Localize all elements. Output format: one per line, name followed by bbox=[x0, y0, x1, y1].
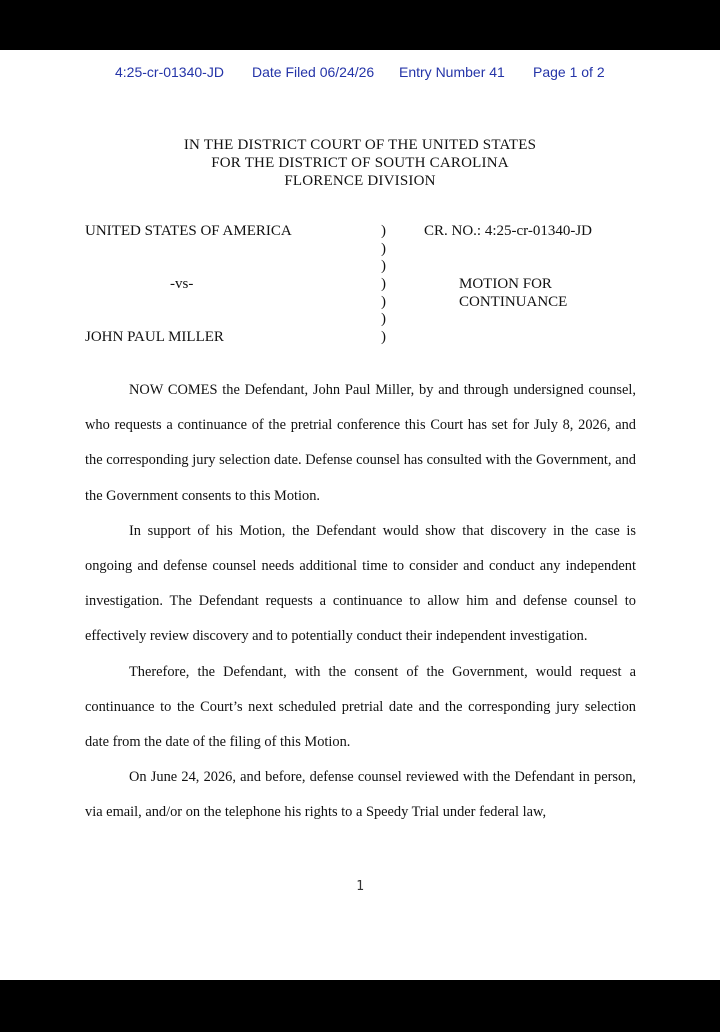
defendant-name: JOHN PAUL MILLER bbox=[85, 329, 224, 345]
date-filed: Date Filed 06/24/26 bbox=[252, 64, 375, 80]
court-title-line: FOR THE DISTRICT OF SOUTH CAROLINA bbox=[211, 155, 509, 171]
court-title-line: IN THE DISTRICT COURT OF THE UNITED STATES bbox=[183, 137, 537, 153]
court-title-line: FLORENCE DIVISION bbox=[284, 173, 436, 189]
motion-body bbox=[85, 373, 636, 831]
motion-title-line2: CONTINUANCE bbox=[459, 294, 568, 310]
paren: ) bbox=[381, 240, 386, 257]
paragraph: In support of his Motion, the Defendant would show that discovery in the case is ongoing and defense counsel needs additional time to consider and conduct any independent investigation. The Defendant requests a continuance to allow him and defense counsel to effectively review discovery and to potentially conduct their independent investigation. bbox=[85, 522, 636, 645]
paren: ) bbox=[381, 258, 386, 275]
plaintiff-name: UNITED STATES OF AMERICA bbox=[85, 223, 292, 239]
paren: ) bbox=[381, 329, 386, 346]
paren: ) bbox=[381, 311, 386, 328]
versus-label: -vs- bbox=[170, 276, 194, 292]
paragraph: Therefore, the Defendant, with the consent of the Government, would request a continuance to the Court’s next scheduled pretrial date and the corresponding jury selection date from the date of the filing of this Motion. bbox=[85, 663, 636, 751]
paragraph: NOW COMES the Defendant, John Paul Miller, by and through undersigned counsel, who requests a continuance of the pretrial conference this Court has set for July 8, 2026, and the corresponding jury selection date. Defense counsel has consulted with the Government, and the Government consents to this Motion. bbox=[85, 382, 636, 504]
criminal-case-number: CR. NO.: 4:25-cr-01340-JD bbox=[424, 223, 593, 239]
court-title bbox=[0, 136, 720, 190]
page-number: 1 bbox=[356, 879, 364, 894]
paren: ) bbox=[381, 223, 386, 239]
paren: ) bbox=[381, 293, 386, 310]
page-info: Page 1 of 2 bbox=[533, 64, 605, 80]
caption-divider bbox=[381, 223, 391, 347]
document-page bbox=[0, 50, 720, 980]
paragraph: On June 24, 2026, and before, defense counsel reviewed with the Defendant in person, via email, and/or on the telephone his rights to a Speedy Trial under federal law, bbox=[85, 769, 636, 821]
paren: ) bbox=[381, 276, 386, 293]
motion-title-line1: MOTION FOR bbox=[459, 276, 552, 292]
case-number: 4:25-cr-01340-JD bbox=[115, 64, 224, 80]
entry-number: Entry Number 41 bbox=[399, 64, 505, 80]
